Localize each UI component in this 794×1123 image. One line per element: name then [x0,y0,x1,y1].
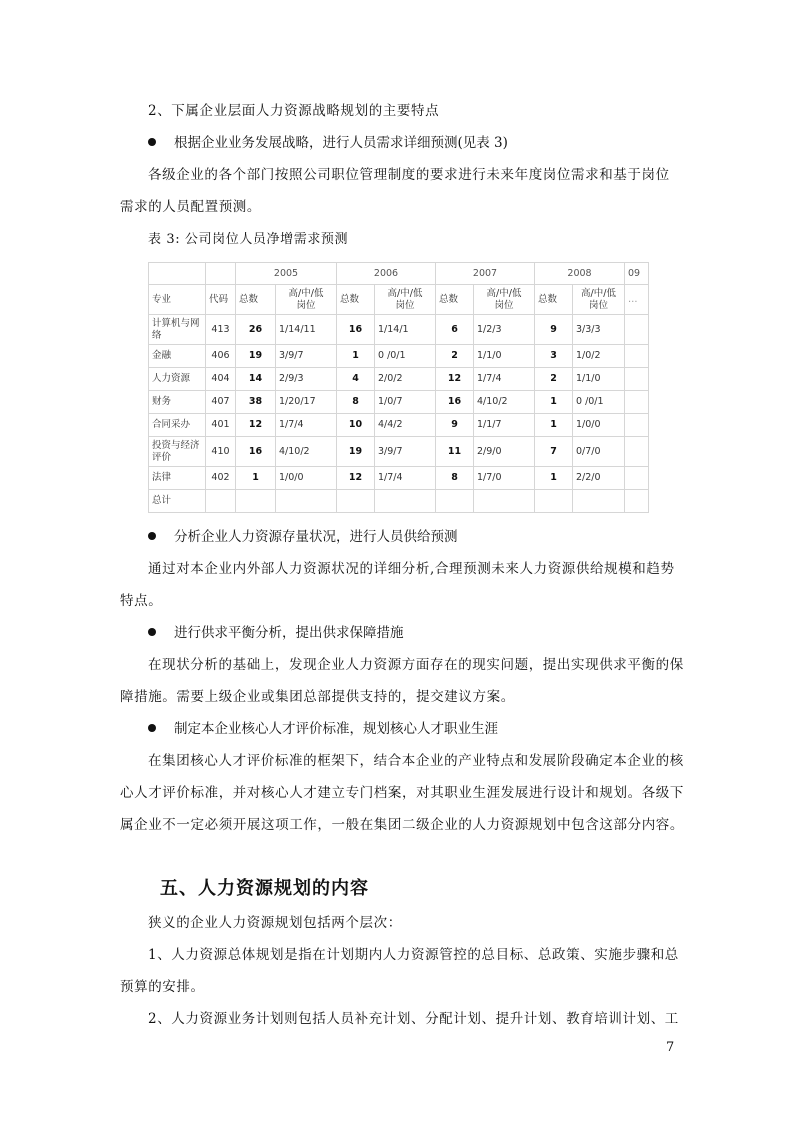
year-cell: 2005 [236,263,337,285]
total-cell: 12 [236,414,276,437]
level-cell: 1/0/0 [276,467,337,490]
level-cell: 1/0/2 [573,345,625,368]
level-cell: 1/2/3 [474,315,535,345]
page-number: 7 [666,1040,675,1055]
total-cell: 1 [535,391,573,414]
paragraph-line: 预算的安排。 [120,979,205,995]
paragraph-line: 在现状分析的基础上，发现企业人力资源方面存在的现实问题，提出实现供求平衡的保 [148,657,684,673]
total-cell: 16 [436,391,474,414]
total-cell: 8 [436,467,474,490]
total-cell: 1 [535,467,573,490]
level-cell: 1/0/7 [375,391,436,414]
level-cell: 1/14/11 [276,315,337,345]
level-cell: 3/9/7 [276,345,337,368]
section-heading: 五、人力资源规划的内容 [160,878,369,899]
header-code: 代码 [206,285,236,315]
header-ellipsis: … [625,285,649,315]
total-cell: 8 [337,391,375,414]
level-cell: 1/7/4 [276,414,337,437]
table-row [149,437,649,467]
level-cell: 1/7/4 [375,467,436,490]
year-cell: 2007 [436,263,535,285]
level-cell: 1/14/1 [375,315,436,345]
level-cell: 2/0/2 [375,368,436,391]
total-cell: 1 [337,345,375,368]
level-cell: 1/20/17 [276,391,337,414]
paragraph-line: 通过对本企业内外部人力资源状况的详细分析,合理预测未来人力资源供给规模和趋势 [148,561,675,577]
empty-cell [625,391,649,414]
paragraph-line: 需求的人员配置预测。 [120,199,261,215]
level-cell: 2/2/0 [573,467,625,490]
paragraph-line: 特点。 [120,593,163,609]
header-total: 总数 [337,285,375,315]
total-cell: 9 [535,315,573,345]
bullet-text: 制定本企业核心人才评价标准，规划核心人才职业生涯 [174,721,498,737]
level-cell: 1/1/0 [573,368,625,391]
total-cell: 9 [436,414,474,437]
subsection-heading: 2、下属企业层面人力资源战略规划的主要特点 [148,103,440,119]
bullet-item [148,522,458,553]
header-level: 高/中/低 岗位 [573,285,625,315]
bullet-icon [148,532,156,540]
empty-cell [625,467,649,490]
major-cell: 合同采办 [149,414,206,437]
bullet-item [148,714,498,745]
bullet-text: 分析企业人力资源存量状况，进行人员供给预测 [174,529,458,545]
total-cell: 2 [535,368,573,391]
demand-forecast-table [148,262,648,511]
code-cell: 404 [206,368,236,391]
level-cell: 1/0/0 [573,414,625,437]
paragraph-line: 属企业不一定必须开展这项工作，一般在集团二级企业的人力资源规划中包含这部分内容。 [120,817,684,833]
code-cell: 406 [206,345,236,368]
paragraph-line: 心人才评价标准，并对核心人才建立专门档案，对其职业生涯发展进行设计和规划。各级下 [120,785,684,801]
table-row [149,391,649,414]
level-cell: 0/7/0 [573,437,625,467]
total-row [149,490,649,513]
empty-cell [625,368,649,391]
year-cell: 09 [625,263,649,285]
paragraph-line: 1、人力资源总体规划是指在计划期内人力资源管控的总目标、总政策、实施步骤和总 [148,947,679,963]
total-cell: 19 [337,437,375,467]
paragraph-line: 狭义的企业人力资源规划包括两个层次： [148,915,402,931]
level-cell: 2/9/0 [474,437,535,467]
level-cell: 0 /0/1 [375,345,436,368]
level-cell: 1/7/0 [474,467,535,490]
empty-cell [625,437,649,467]
level-cell: 1/1/7 [474,414,535,437]
table-row [149,345,649,368]
header-row [149,285,649,315]
total-cell: 4 [337,368,375,391]
total-cell: 14 [236,368,276,391]
bullet-text: 进行供求平衡分析，提出供求保障措施 [174,625,404,641]
table-row [149,368,649,391]
code-cell: 410 [206,437,236,467]
level-cell: 1/7/4 [474,368,535,391]
bullet-item [148,128,508,159]
year-row [149,263,649,285]
total-cell: 26 [236,315,276,345]
total-cell: 7 [535,437,573,467]
code-cell: 402 [206,467,236,490]
header-major: 专业 [149,285,206,315]
empty-cell [625,315,649,345]
header-level: 高/中/低 岗位 [276,285,337,315]
table-caption: 表 3: 公司岗位人员净增需求预测 [148,232,349,247]
table-row [149,467,649,490]
bullet-item [148,618,404,649]
total-cell: 12 [436,368,474,391]
total-cell: 2 [436,345,474,368]
total-cell: 12 [337,467,375,490]
code-cell: 401 [206,414,236,437]
bullet-icon [148,724,156,732]
major-cell: 计算机与网络 [149,315,206,345]
paragraph-line: 障措施。需要上级企业或集团总部提供支持的，提交建议方案。 [120,689,515,705]
level-cell: 4/10/2 [474,391,535,414]
level-cell: 0 /0/1 [573,391,625,414]
table-row [149,414,649,437]
paragraph-line: 2、人力资源业务计划则包括人员补充计划、分配计划、提升计划、教育培训计划、工 [148,1011,679,1027]
empty-cell [625,414,649,437]
code-cell: 413 [206,315,236,345]
level-cell: 4/4/2 [375,414,436,437]
header-total: 总数 [236,285,276,315]
header-level: 高/中/低 岗位 [474,285,535,315]
major-cell: 法律 [149,467,206,490]
empty-cell [625,345,649,368]
total-cell: 1 [236,467,276,490]
total-label: 总计 [149,490,206,513]
major-cell: 财务 [149,391,206,414]
level-cell: 2/9/3 [276,368,337,391]
level-cell: 3/9/7 [375,437,436,467]
major-cell: 金融 [149,345,206,368]
level-cell: 4/10/2 [276,437,337,467]
major-cell: 投资与经济评价 [149,437,206,467]
total-cell: 38 [236,391,276,414]
total-cell: 1 [535,414,573,437]
year-cell: 2008 [535,263,625,285]
total-cell: 16 [236,437,276,467]
paragraph-line: 在集团核心人才评价标准的框架下，结合本企业的产业特点和发展阶段确定本企业的核 [148,753,684,769]
paragraph-line: 各级企业的各个部门按照公司职位管理制度的要求进行未来年度岗位需求和基于岗位 [148,167,670,183]
level-cell: 1/1/0 [474,345,535,368]
total-cell: 3 [535,345,573,368]
level-cell: 3/3/3 [573,315,625,345]
total-cell: 16 [337,315,375,345]
bullet-text: 根据企业业务发展战略，进行人员需求详细预测(见表 3) [174,135,508,151]
major-cell: 人力资源 [149,368,206,391]
header-total: 总数 [436,285,474,315]
bullet-icon [148,628,156,636]
header-level: 高/中/低 岗位 [375,285,436,315]
total-cell: 6 [436,315,474,345]
bullet-icon [148,138,156,146]
header-total: 总数 [535,285,573,315]
code-cell: 407 [206,391,236,414]
table-row [149,315,649,345]
total-cell: 10 [337,414,375,437]
total-cell: 11 [436,437,474,467]
year-cell: 2006 [337,263,436,285]
total-cell: 19 [236,345,276,368]
